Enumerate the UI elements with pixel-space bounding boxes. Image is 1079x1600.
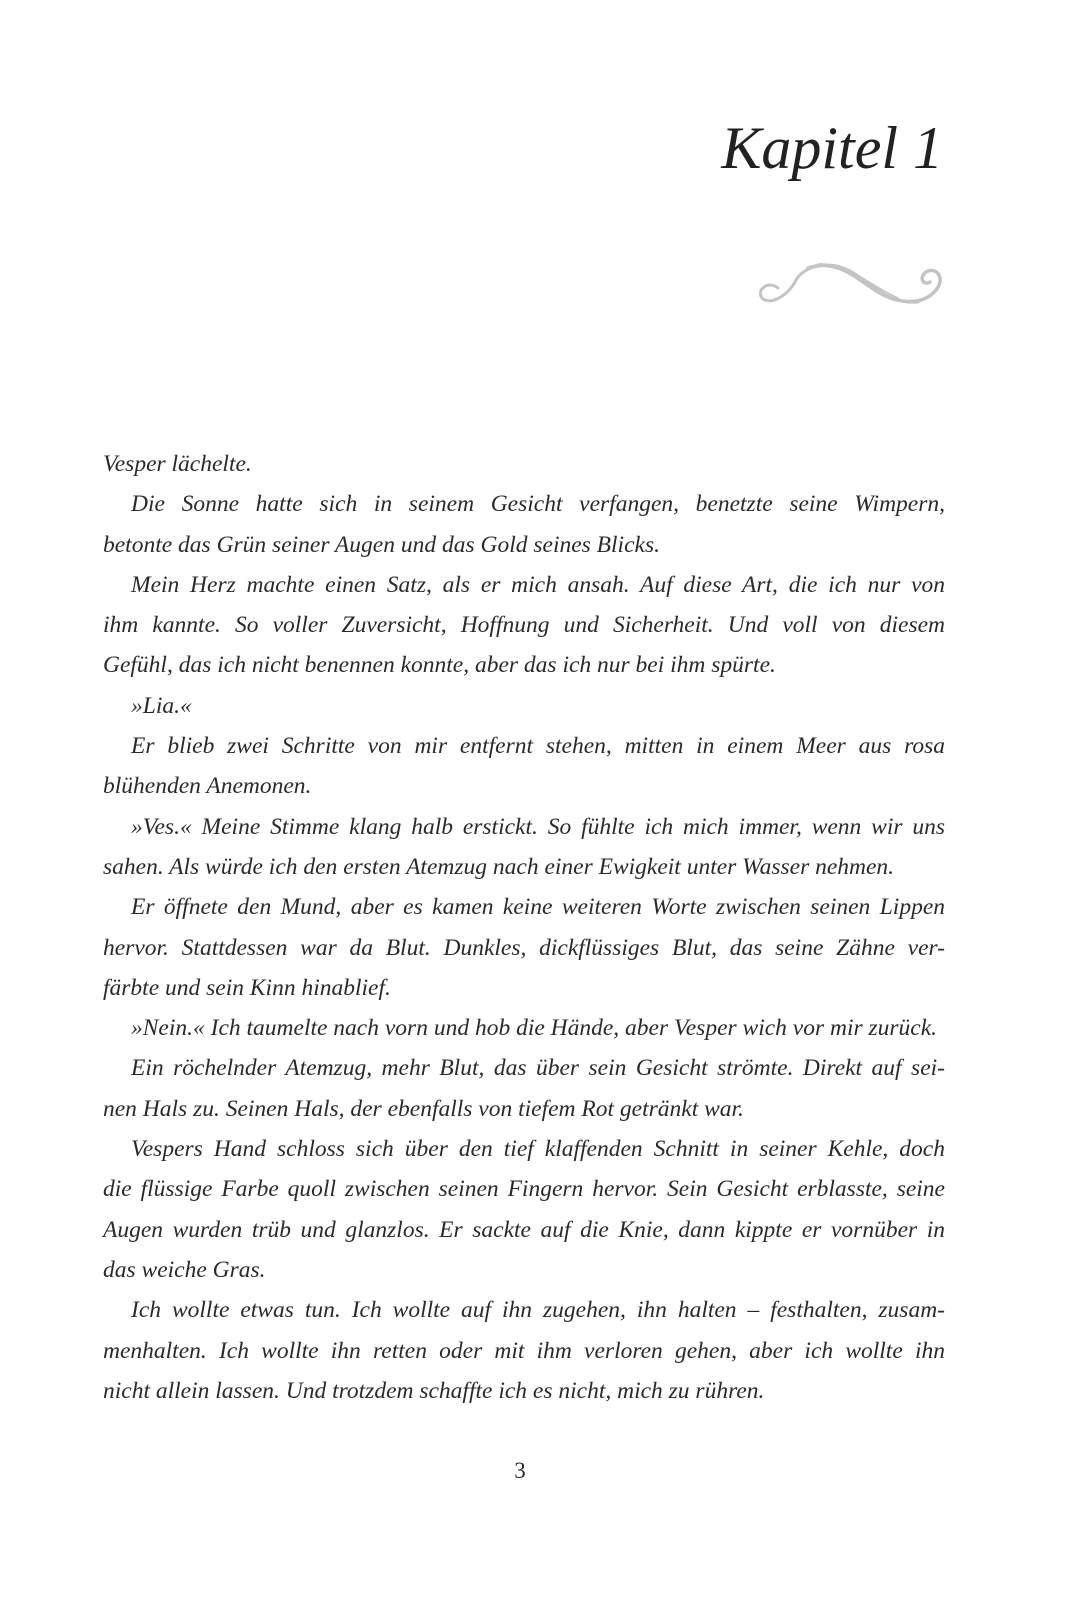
paragraph-line: »Ves.« Meine Stimme klang halb erstickt. So fühlte ich mich immer, wenn wir uns — [131, 813, 945, 840]
chapter-title: Kapitel 1 — [721, 115, 943, 181]
paragraph-line: Augen wurden trüb und glanzlos. Er sackte auf die Knie, dann kippte er vornüber in — [103, 1216, 945, 1243]
paragraph-line: Ich wollte etwas tun. Ich wollte auf ihn zugehen, ihn halten – festhalten, zusam- — [131, 1297, 945, 1324]
paragraph-line: Gefühl, das ich nicht benennen konnte, aber das ich nur bei ihm spürte. — [103, 652, 776, 679]
paragraph-line: Er öffnete den Mund, aber es kamen keine weiteren Worte zwischen seinen Lippen — [131, 894, 945, 921]
paragraph-line: sahen. Als würde ich den ersten Atemzug nach einer Ewigkeit unter Wasser nehmen. — [103, 853, 895, 880]
flourish-ornament-icon — [748, 250, 953, 312]
page-number: 3 — [514, 1458, 526, 1483]
paragraph-line: nicht allein lassen. Und trotzdem schaffte ich es nicht, mich zu rühren. — [103, 1377, 765, 1404]
paragraph-line: das weiche Gras. — [103, 1256, 266, 1283]
paragraph-line: ihm kannte. So voller Zuversicht, Hoffnung und Sicherheit. Und voll von diesem — [103, 612, 945, 639]
paragraph-line: »Lia.« — [131, 692, 192, 719]
paragraph-line: blühenden Anemonen. — [103, 773, 312, 800]
chapter-body-text — [103, 444, 945, 1411]
paragraph-line: Ein röchelnder Atemzug, mehr Blut, das über sein Gesicht strömte. Direkt auf sei- — [131, 1055, 945, 1082]
paragraph-line: Mein Herz machte einen Satz, als er mich ansah. Auf diese Art, die ich nur von — [131, 571, 945, 598]
paragraph-line: Vespers Hand schloss sich über den tief klaffenden Schnitt in seiner Kehle, doch — [131, 1136, 945, 1163]
paragraph-line: »Nein.« Ich taumelte nach vorn und hob die Hände, aber Vesper wich vor mir zurück. — [131, 1015, 938, 1042]
paragraph-line: hervor. Stattdessen war da Blut. Dunkles, dickflüssiges Blut, das seine Zähne ver- — [103, 934, 945, 961]
paragraph-line: nen Hals zu. Seinen Hals, der ebenfalls von tiefem Rot getränkt war. — [103, 1095, 744, 1122]
paragraph-line: Die Sonne hatte sich in seinem Gesicht verfangen, benetzte seine Wimpern, — [131, 491, 945, 518]
paragraph-line: menhalten. Ich wollte ihn retten oder mit ihm verloren gehen, aber ich wollte ihn — [103, 1337, 945, 1364]
paragraph-line: färbte und sein Kinn hinablief. — [103, 974, 391, 1001]
paragraph-line: Vesper lächelte. — [103, 451, 252, 477]
paragraph-line: Er blieb zwei Schritte von mir entfernt stehen, mitten in einem Meer aus rosa — [131, 733, 945, 760]
paragraph-line: betonte das Grün seiner Augen und das Gold seines Blicks. — [103, 531, 660, 558]
paragraph-line: die flüssige Farbe quoll zwischen seinen Fingern hervor. Sein Gesicht erblasste, seine — [103, 1176, 945, 1203]
